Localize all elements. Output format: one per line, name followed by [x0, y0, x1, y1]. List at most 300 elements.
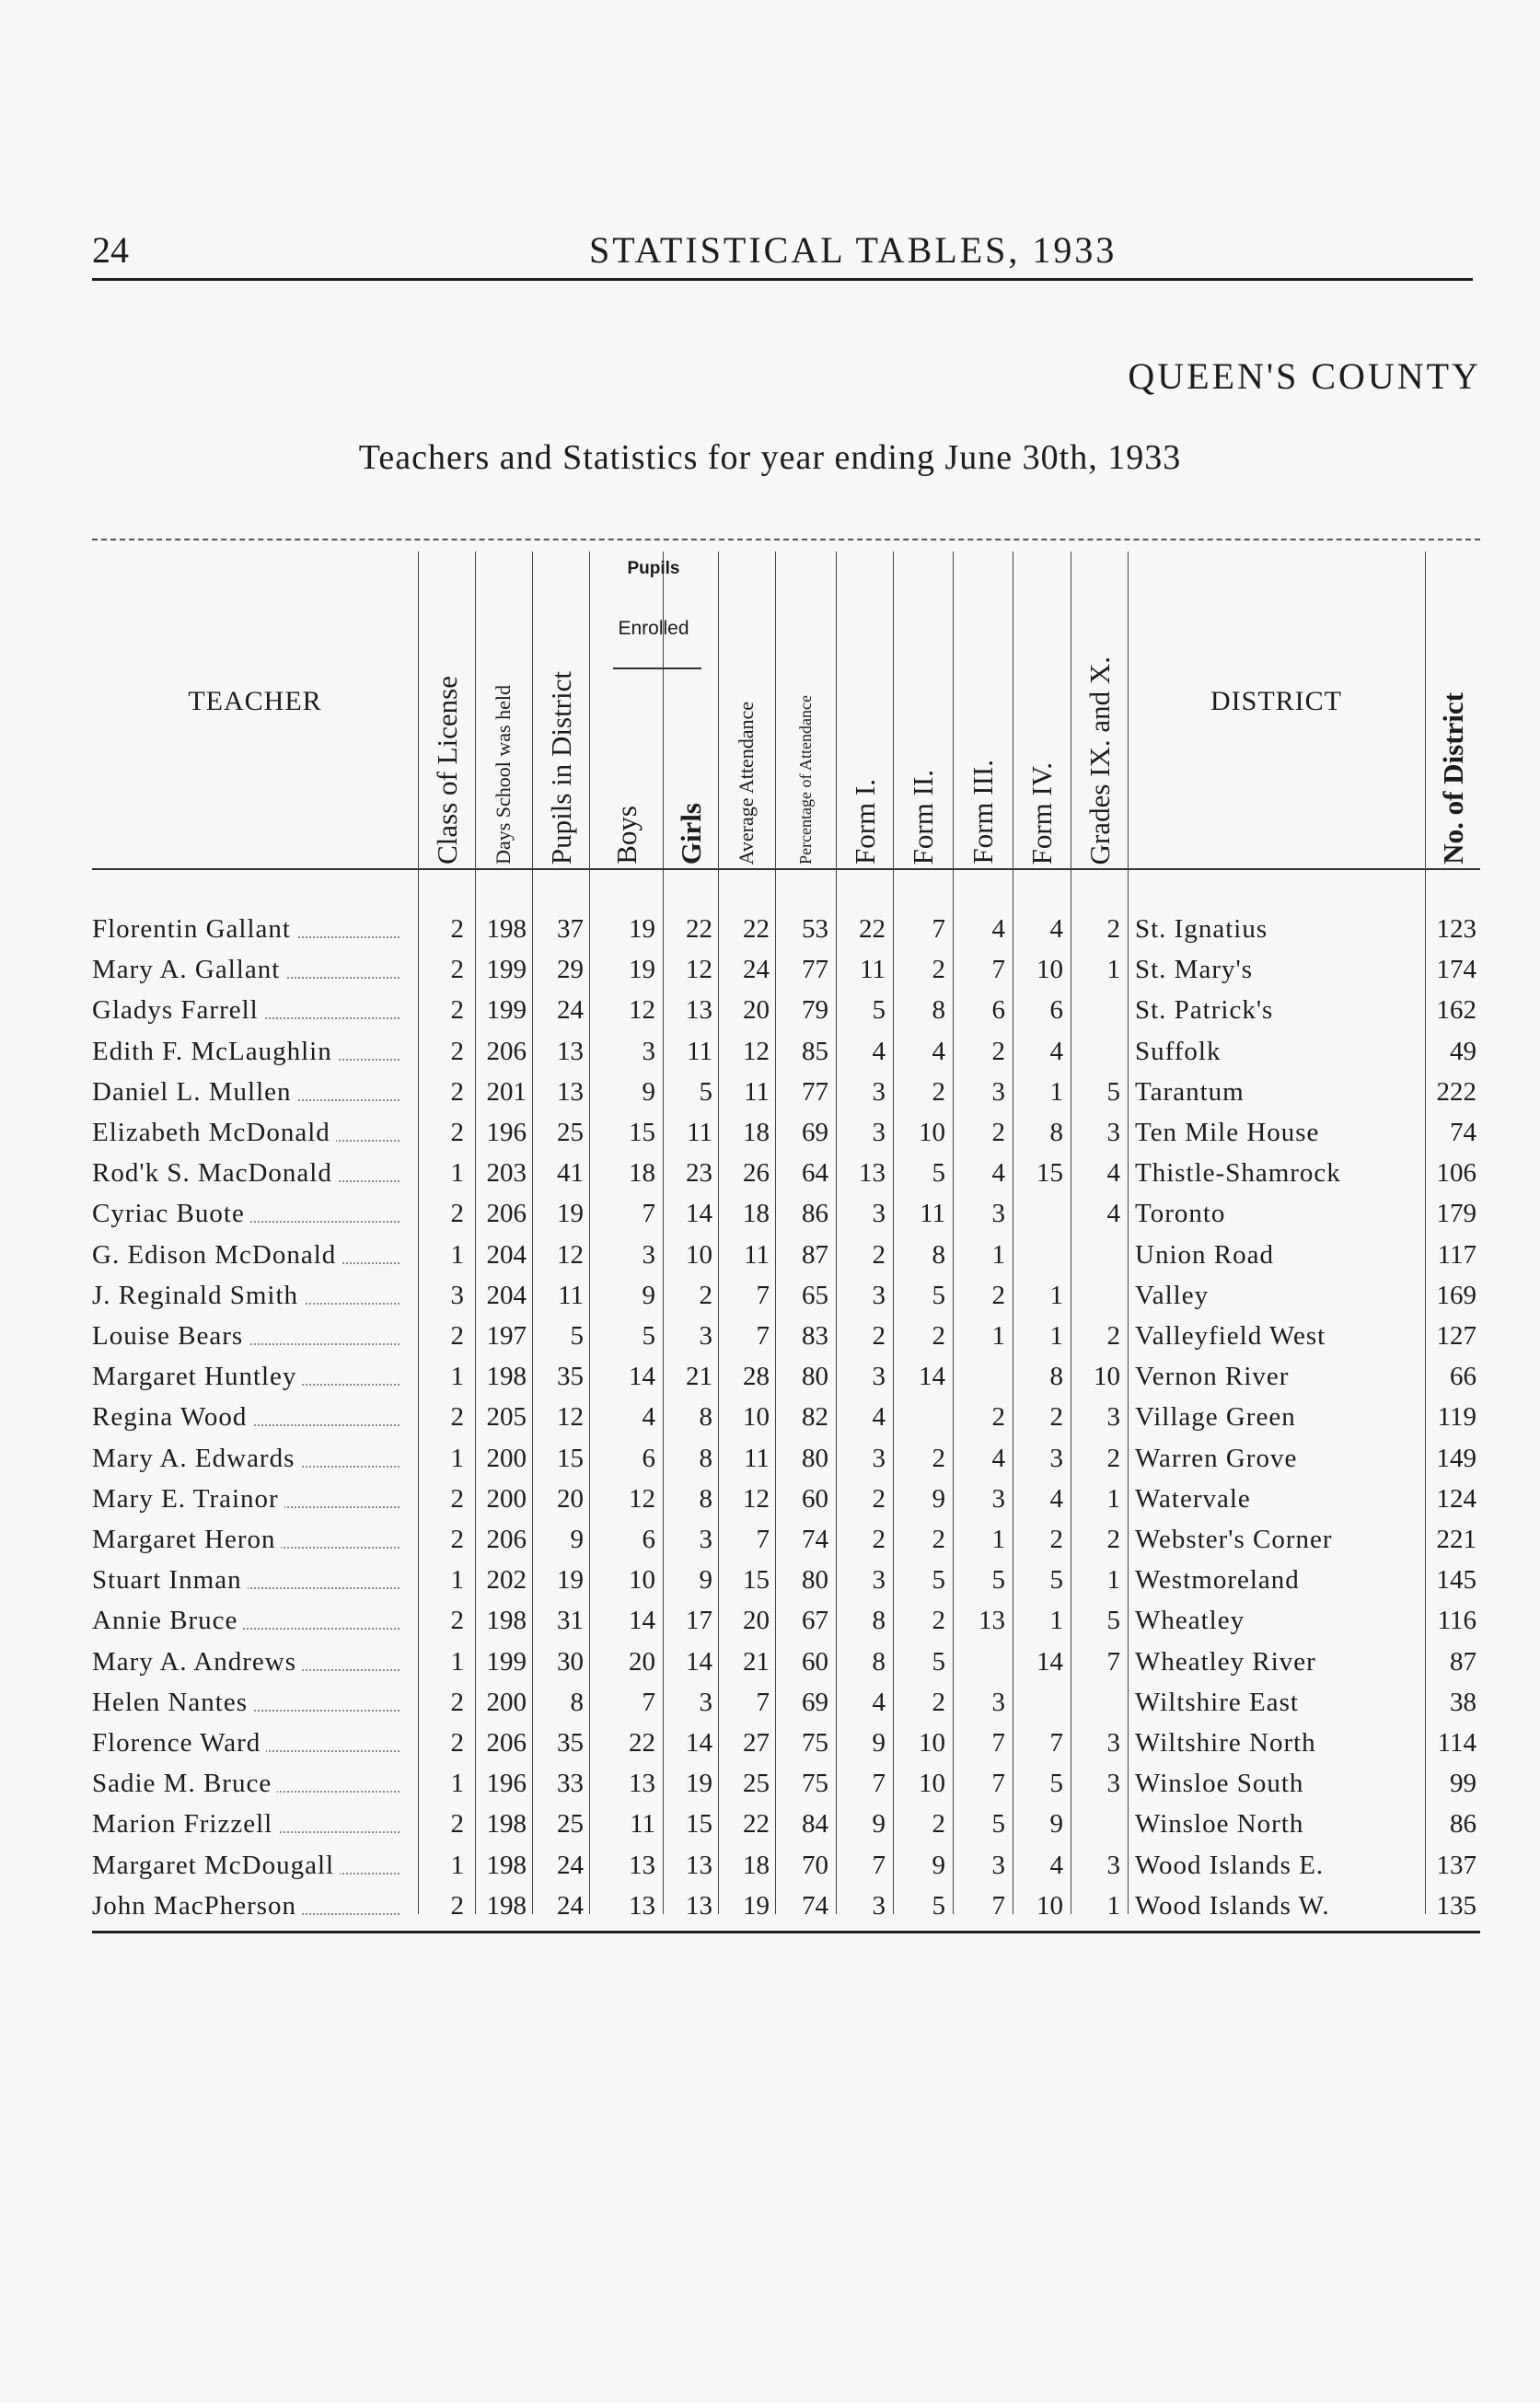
- table-row: [92, 1600, 1480, 1641]
- form1-count: 3: [872, 1118, 886, 1147]
- boys-count: 3: [642, 1036, 655, 1066]
- pupils-in-district: 24: [557, 995, 584, 1026]
- district-number: 119: [1437, 1402, 1476, 1433]
- teacher-name: Louise Bears: [92, 1321, 249, 1351]
- boys-count: 19: [629, 914, 655, 944]
- grades-label: Grades IX. and X.: [1083, 656, 1116, 865]
- average-attendance: 18: [743, 1118, 770, 1147]
- district-number: 179: [1436, 1199, 1476, 1229]
- form2-count: 2: [932, 955, 945, 985]
- form3-count: 3: [991, 1483, 1005, 1514]
- class-of-license: 2: [450, 1809, 464, 1840]
- class-of-license: 2: [450, 1483, 464, 1514]
- girls-count: 19: [686, 1769, 712, 1799]
- boys-count: 14: [629, 1606, 655, 1636]
- pupils-in-district: 8: [570, 1687, 584, 1717]
- district-name: Valleyfield West: [1135, 1321, 1326, 1351]
- teacher-name: Mary E. Trainor: [92, 1484, 284, 1514]
- form1-count: 3: [872, 1362, 886, 1392]
- form1-count: 2: [872, 1239, 886, 1270]
- days-held: 196: [486, 1769, 527, 1799]
- district-name: Suffolk: [1135, 1036, 1222, 1066]
- average-attendance: 7: [756, 1687, 770, 1717]
- average-attendance: 12: [743, 1483, 770, 1514]
- district-name: Union Road: [1135, 1239, 1274, 1270]
- form2-count: 8: [932, 1239, 945, 1270]
- form3-count: 2: [991, 1036, 1005, 1066]
- class-of-license: 1: [450, 1565, 464, 1596]
- form4-header: [1013, 551, 1071, 865]
- class-of-license: 2: [450, 1036, 464, 1066]
- girls-count: 3: [699, 1687, 712, 1717]
- form2-count: 2: [932, 1606, 945, 1636]
- pupils-in-district: 12: [557, 1239, 584, 1270]
- boys-count: 9: [642, 1076, 655, 1107]
- class-of-license: 2: [450, 1199, 464, 1229]
- form1-count: 8: [872, 1646, 886, 1677]
- teacher-name: Sadie M. Bruce: [92, 1769, 277, 1798]
- pupils-in-district: 15: [557, 1443, 584, 1473]
- form1-count: 9: [872, 1809, 886, 1840]
- grades-header: [1071, 551, 1128, 865]
- teacher-name: Gladys Farrell: [92, 995, 264, 1025]
- form2-count: 2: [932, 1687, 945, 1717]
- grades-count: 2: [1106, 914, 1120, 944]
- class-of-license: 2: [450, 1687, 464, 1717]
- teacher-cell: [92, 1519, 405, 1560]
- table-row: [92, 1763, 1480, 1804]
- table-row: [92, 1438, 1480, 1479]
- grades-count: [1065, 1682, 1120, 1723]
- days-held: 198: [486, 1809, 527, 1840]
- district-number: 149: [1436, 1443, 1476, 1473]
- grades-count: 2: [1106, 1525, 1120, 1554]
- class-of-license: 1: [450, 1362, 464, 1392]
- class-of-license: 2: [450, 1402, 464, 1433]
- average-attendance: 15: [743, 1565, 770, 1596]
- form4-count: 9: [1049, 1809, 1063, 1840]
- form1-count: 9: [872, 1728, 886, 1758]
- class-of-license: 2: [450, 1321, 464, 1351]
- form4-count: 4: [1049, 1483, 1063, 1514]
- grades-count: 3: [1106, 1728, 1120, 1758]
- district-number: 117: [1437, 1239, 1476, 1270]
- girls-count: 13: [686, 1890, 712, 1921]
- boys-count: 4: [642, 1402, 655, 1433]
- grades-count: 1: [1106, 955, 1120, 985]
- average-attendance: 28: [743, 1362, 770, 1392]
- days-held: 198: [486, 914, 527, 944]
- teacher-cell: [92, 1560, 405, 1600]
- teacher-cell: [92, 1112, 405, 1153]
- table-row: [92, 1723, 1480, 1763]
- pupils-in-district: 19: [557, 1565, 584, 1596]
- teacher-name: Mary A. Andrews: [92, 1647, 302, 1677]
- days-held: 203: [486, 1158, 527, 1189]
- girls-count: 3: [699, 1321, 712, 1351]
- grades-count: 4: [1106, 1158, 1120, 1189]
- class-of-license: 2: [450, 1118, 464, 1147]
- pupils-in-district: 13: [557, 1076, 584, 1107]
- form3-count: 2: [991, 1280, 1005, 1310]
- percentage-attendance: 65: [802, 1280, 828, 1310]
- form1-label: Form I.: [848, 779, 881, 865]
- form3-count: 7: [991, 1728, 1005, 1758]
- days-held: 204: [486, 1239, 527, 1270]
- district-number: 114: [1437, 1728, 1476, 1758]
- teacher-name: Regina Wood: [92, 1402, 252, 1432]
- form4-count: 10: [1036, 1890, 1063, 1921]
- form3-count: 1: [991, 1525, 1005, 1554]
- form3-count: 7: [991, 1890, 1005, 1921]
- average-attendance: 7: [756, 1321, 770, 1351]
- teacher-cell: [92, 1397, 405, 1437]
- grades-count: 3: [1106, 1850, 1120, 1880]
- percentage-attendance: 77: [802, 1076, 828, 1107]
- form1-count: 8: [872, 1606, 886, 1636]
- form1-header: [836, 551, 893, 865]
- percentage-attendance: 60: [802, 1646, 828, 1677]
- form4-count: [1008, 1235, 1063, 1275]
- district-number: 99: [1450, 1769, 1476, 1799]
- grades-count: [1065, 990, 1120, 1030]
- district-name: Watervale: [1135, 1483, 1251, 1514]
- class-of-license: 2: [450, 1890, 464, 1921]
- district-number: 87: [1450, 1646, 1476, 1677]
- percentage-attendance: 82: [802, 1402, 828, 1433]
- form1-count: 2: [872, 1525, 886, 1554]
- form4-count: 8: [1049, 1362, 1063, 1392]
- class-of-license: 2: [450, 955, 464, 985]
- girls-count: 13: [686, 1850, 712, 1880]
- form3-count: 3: [991, 1076, 1005, 1107]
- form2-count: 5: [932, 1280, 945, 1310]
- grades-count: 5: [1106, 1606, 1120, 1636]
- pupils-in-district: 24: [557, 1850, 584, 1880]
- form1-count: 3: [872, 1890, 886, 1921]
- form2-count: 11: [920, 1199, 945, 1229]
- pupils-in-district: 20: [557, 1483, 584, 1514]
- table-row: [92, 1193, 1480, 1234]
- pupils-in-district: 11: [558, 1280, 584, 1310]
- percentage-attendance: 75: [802, 1728, 828, 1758]
- average-attendance: 7: [756, 1280, 770, 1310]
- table-row: [92, 1316, 1480, 1356]
- boys-count: 6: [642, 1525, 655, 1554]
- district-name: Wheatley: [1135, 1606, 1245, 1636]
- average-attendance: 19: [743, 1890, 770, 1921]
- district-name: Ten Mile House: [1135, 1118, 1320, 1147]
- days-held: 200: [486, 1687, 527, 1717]
- teacher-cell: [92, 1682, 405, 1723]
- teacher-name: J. Reginald Smith: [92, 1281, 304, 1310]
- form4-count: 7: [1049, 1728, 1063, 1758]
- table-row: [92, 1235, 1480, 1275]
- district-name: Webster's Corner: [1135, 1525, 1333, 1554]
- girls-count: 21: [686, 1362, 712, 1392]
- form1-count: 3: [872, 1199, 886, 1229]
- average-attendance: 18: [743, 1850, 770, 1880]
- percentage-attendance: 80: [802, 1443, 828, 1473]
- teacher-cell: [92, 1763, 405, 1804]
- average-attendance: 11: [744, 1443, 770, 1473]
- class-of-license: 1: [450, 1769, 464, 1799]
- table-row: [92, 1275, 1480, 1316]
- pupils-in-district: 31: [557, 1606, 584, 1636]
- teacher-cell: [92, 1153, 405, 1193]
- table-row: [92, 1112, 1480, 1153]
- percentage-attendance-header: [775, 551, 836, 865]
- form1-count: 3: [872, 1565, 886, 1596]
- district-name: Thistle-Shamrock: [1135, 1158, 1341, 1189]
- teacher-cell: [92, 1845, 405, 1886]
- grades-count: [1065, 1235, 1120, 1275]
- district-number: 74: [1450, 1118, 1476, 1147]
- days-held: 202: [486, 1565, 527, 1596]
- form4-count: 1: [1049, 1321, 1063, 1351]
- girls-count: 14: [686, 1646, 712, 1677]
- pupils-in-district: 41: [557, 1158, 584, 1189]
- average-attendance: 18: [743, 1199, 770, 1229]
- district-name: Wood Islands E.: [1135, 1850, 1325, 1880]
- running-title: STATISTICAL TABLES, 1933: [589, 229, 1117, 271]
- district-name: St. Ignatius: [1135, 914, 1268, 944]
- class-of-license-label: Class of License: [430, 676, 463, 865]
- form2-label: Form II.: [907, 769, 939, 865]
- district-name: Valley: [1135, 1280, 1210, 1310]
- district-number: 106: [1436, 1158, 1476, 1189]
- district-name: Wood Islands W.: [1135, 1890, 1330, 1921]
- boys-count: 19: [629, 955, 655, 985]
- boys-count: 10: [629, 1565, 655, 1596]
- boys-count: 13: [629, 1850, 655, 1880]
- form3-count: 2: [991, 1402, 1005, 1433]
- form2-count: 9: [932, 1483, 945, 1514]
- district-name: Toronto: [1135, 1199, 1226, 1229]
- form1-count: 22: [859, 914, 886, 944]
- percentage-attendance: 53: [802, 914, 828, 944]
- percentage-attendance: 70: [802, 1850, 828, 1880]
- grades-count: 3: [1106, 1402, 1120, 1433]
- form3-count: 6: [991, 995, 1005, 1026]
- form2-count: 2: [932, 1076, 945, 1107]
- grades-count: [1065, 1804, 1120, 1844]
- teacher-name: John MacPherson: [92, 1891, 302, 1921]
- days-held: 199: [486, 995, 527, 1026]
- header-rule: [92, 278, 1473, 281]
- pupils-in-district: 37: [557, 914, 584, 944]
- pupils-in-district: 35: [557, 1362, 584, 1392]
- district-name: St. Mary's: [1135, 955, 1254, 985]
- pupils-in-district: 19: [557, 1199, 584, 1229]
- percentage-attendance: 80: [802, 1362, 828, 1392]
- form4-count: 4: [1049, 1850, 1063, 1880]
- district-name: St. Patrick's: [1135, 995, 1274, 1026]
- girls-count: 8: [699, 1402, 712, 1433]
- percentage-attendance: 80: [802, 1565, 828, 1596]
- percentage-attendance: 74: [802, 1890, 828, 1921]
- class-of-license: 2: [450, 1076, 464, 1107]
- form1-count: 3: [872, 1076, 886, 1107]
- class-of-license: 1: [450, 1443, 464, 1473]
- form4-count: [1008, 1193, 1063, 1234]
- form2-count: [890, 1397, 945, 1437]
- teacher-name: Florence Ward: [92, 1728, 266, 1758]
- days-held: 199: [486, 1646, 527, 1677]
- pupils-in-district: 25: [557, 1118, 584, 1147]
- average-attendance: 21: [743, 1646, 770, 1677]
- girls-count: 15: [686, 1809, 712, 1840]
- form2-count: 10: [919, 1118, 945, 1147]
- average-attendance: 26: [743, 1158, 770, 1189]
- district-number: 66: [1450, 1362, 1476, 1392]
- percentage-attendance: 64: [802, 1158, 828, 1189]
- form3-count: 4: [991, 1158, 1005, 1189]
- girls-count: 22: [686, 914, 712, 944]
- teacher-name: G. Edison McDonald: [92, 1240, 342, 1270]
- pupils-in-district: 30: [557, 1646, 584, 1677]
- days-school-held-header: [475, 551, 532, 865]
- district-name: Winsloe South: [1135, 1769, 1304, 1799]
- average-attendance: 22: [743, 1809, 770, 1840]
- pupils-in-district: 5: [570, 1321, 584, 1351]
- district-number: 145: [1436, 1565, 1476, 1596]
- form4-count: 4: [1049, 1036, 1063, 1066]
- form2-count: 2: [932, 1443, 945, 1473]
- teacher-name: Margaret McDougall: [92, 1851, 340, 1880]
- pupils-in-district: 9: [570, 1525, 584, 1554]
- grades-count: 3: [1106, 1118, 1120, 1147]
- days-held: 200: [486, 1443, 527, 1473]
- teacher-column-header: TEACHER: [188, 686, 322, 716]
- form2-count: 10: [919, 1728, 945, 1758]
- boys-count: 13: [629, 1769, 655, 1799]
- form1-count: 11: [860, 955, 886, 985]
- county-heading: QUEEN'S COUNTY: [1128, 355, 1481, 397]
- form3-label: Form III.: [967, 760, 999, 865]
- form1-count: 5: [872, 995, 886, 1026]
- boys-header: [589, 686, 663, 865]
- girls-count: 5: [699, 1076, 712, 1107]
- grades-count: 1: [1106, 1483, 1120, 1514]
- days-held: 204: [486, 1280, 527, 1310]
- form2-count: 8: [932, 995, 945, 1026]
- district-name: Vernon River: [1135, 1362, 1290, 1392]
- district-number-header: [1425, 551, 1480, 865]
- days-held: 205: [486, 1402, 527, 1433]
- grades-count: 2: [1106, 1321, 1120, 1351]
- teacher-name: Daniel L. Mullen: [92, 1077, 297, 1107]
- percentage-attendance: 86: [802, 1199, 828, 1229]
- teacher-cell: [92, 1275, 405, 1316]
- class-of-license: 3: [450, 1280, 464, 1310]
- form2-header: [893, 551, 953, 865]
- form3-count: 1: [991, 1239, 1005, 1270]
- grades-count: 10: [1094, 1362, 1120, 1392]
- percentage-attendance: 83: [802, 1321, 828, 1351]
- form2-count: 2: [932, 1321, 945, 1351]
- table-top-rule: [92, 539, 1480, 540]
- teacher-cell: [92, 909, 405, 949]
- percentage-attendance: 74: [802, 1525, 828, 1554]
- table-row: [92, 1072, 1480, 1112]
- enrolled-group-header: Enrolled: [618, 618, 689, 639]
- form4-count: [1008, 1682, 1063, 1723]
- form2-count: 9: [932, 1850, 945, 1880]
- girls-header: [663, 686, 718, 865]
- district-number: 116: [1437, 1606, 1476, 1636]
- teacher-cell: [92, 1600, 405, 1641]
- boys-count: 22: [629, 1728, 655, 1758]
- district-name: Tarantum: [1135, 1076, 1245, 1107]
- grades-count: 5: [1106, 1076, 1120, 1107]
- average-attendance: 20: [743, 995, 770, 1026]
- form4-count: 1: [1049, 1606, 1063, 1636]
- district-number: 162: [1436, 995, 1476, 1026]
- table-row: [92, 1153, 1480, 1193]
- average-attendance: 10: [743, 1402, 770, 1433]
- form2-count: 4: [932, 1036, 945, 1066]
- form3-count: 5: [991, 1565, 1005, 1596]
- percentage-attendance: 79: [802, 995, 828, 1026]
- table-row: [92, 909, 1480, 949]
- boys-count: 9: [642, 1280, 655, 1310]
- district-number: 123: [1436, 914, 1476, 944]
- form2-count: 7: [932, 914, 945, 944]
- district-number: 135: [1436, 1890, 1476, 1921]
- form2-count: 14: [919, 1362, 945, 1392]
- days-held: 201: [486, 1076, 527, 1107]
- table-row: [92, 1804, 1480, 1844]
- average-attendance: 22: [743, 914, 770, 944]
- teacher-name: Margaret Heron: [92, 1525, 281, 1554]
- teacher-name: Marion Frizzell: [92, 1809, 278, 1839]
- district-column-header: DISTRICT: [1210, 686, 1342, 716]
- teacher-name: Annie Bruce: [92, 1606, 243, 1635]
- days-held: 197: [486, 1321, 527, 1351]
- grades-count: 3: [1106, 1769, 1120, 1799]
- grades-count: 4: [1106, 1199, 1120, 1229]
- percentage-attendance: 85: [802, 1036, 828, 1066]
- teacher-cell: [92, 1235, 405, 1275]
- teacher-cell: [92, 1356, 405, 1397]
- average-attendance: 11: [744, 1239, 770, 1270]
- boys-count: 18: [629, 1158, 655, 1189]
- teacher-name: Rod'k S. MacDonald: [92, 1158, 338, 1188]
- form2-count: 5: [932, 1158, 945, 1189]
- form4-count: 5: [1049, 1769, 1063, 1799]
- days-school-held-label: Days School was held: [492, 685, 515, 865]
- district-name: Winsloe North: [1135, 1809, 1304, 1840]
- percentage-attendance: 84: [802, 1809, 828, 1840]
- grades-count: 1: [1106, 1890, 1120, 1921]
- boys-count: 7: [642, 1687, 655, 1717]
- form1-count: 2: [872, 1483, 886, 1514]
- form3-count: 4: [991, 1443, 1005, 1473]
- girls-count: 17: [686, 1606, 712, 1636]
- statistics-table: [92, 539, 1480, 1938]
- average-attendance-label: Average Attendance: [735, 701, 758, 865]
- days-held: 198: [486, 1362, 527, 1392]
- district-name: Warren Grove: [1135, 1443, 1298, 1473]
- class-of-license: 2: [450, 1606, 464, 1636]
- table-row: [92, 1519, 1480, 1560]
- teacher-name: Stuart Inman: [92, 1565, 248, 1595]
- table-row: [92, 1560, 1480, 1600]
- girls-count: 8: [699, 1483, 712, 1514]
- days-held: 198: [486, 1850, 527, 1880]
- form4-count: 3: [1049, 1443, 1063, 1473]
